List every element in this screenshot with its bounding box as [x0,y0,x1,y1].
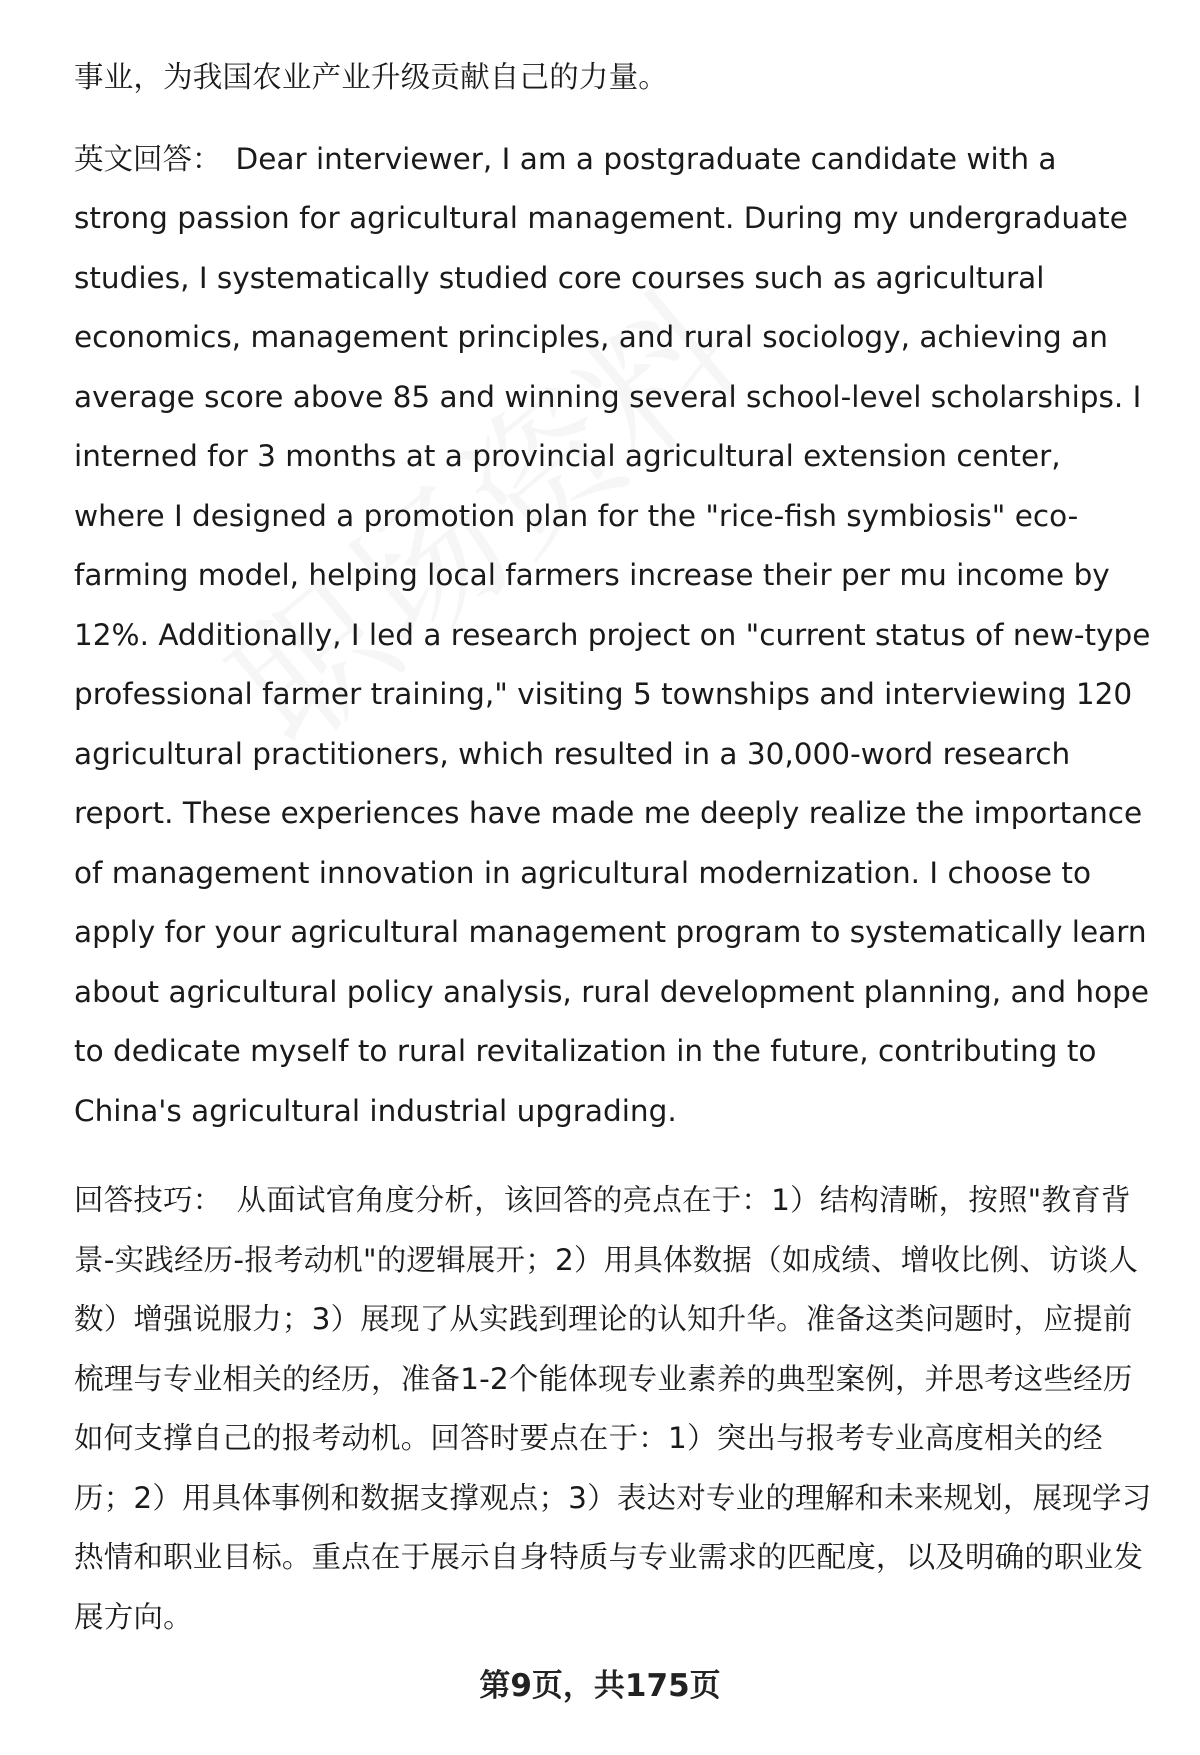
english-answer-label: 英文回答： [74,141,222,176]
top-line: 事业，为我国农业产业升级贡献自己的力量。 [74,60,669,94]
english-answer-paragraph [74,130,1154,1142]
tips-paragraph [74,1171,1154,1647]
tips-text: 从面试官角度分析，该回答的亮点在于：1）结构清晰，按照"教育背景-实践经历-报考动机"的逻辑展开；2）用具体数据（如成绩、增收比例、访谈人数）增强说服力；3）展现了从实践到理论的认知升华。准备这类问题时，应提前梳理与专业相关的经历，准备1-2个能体现专业素养的典型案例，并思考这些经历如何支撑自己的报考动机。回答时要点在于：1）突出与报考专业高度相关的经历；2）用具体事例和数据支撑观点；3）表达对专业的理解和未来规划，展现学习热情和职业目标。重点在于展示自身特质与专业需求的匹配度，以及明确的职业发展方向。 [74,1183,1152,1634]
english-answer-text: Dear interviewer, I am a postgraduate candidate with a strong passion for agricultural management. During my undergraduate studies, I systematically studied core courses such as agricultural economics, management principles, and rural sociology, achieving an average score above 85 and winning several school-level scholarships. I interned for 3 months at a provincial agricultural extension center, where I designed a promotion plan for the "rice-fish symbiosis" eco-farming model, helping local farmers increase their per mu income by 12%. Additionally, I led a research project on "current status of new-type professional farmer training," visiting 5 townships and interviewing 120 agricultural practitioners, which resulted in a 30,000-word research report. These experiences have made me deeply realize the importance of management innovation in agricultural modernization. I choose to apply for your agricultural management program to systematically learn about agricultural policy analysis, rural development planning, and hope to dedicate myself to rural revitalization in the future, contributing to China's agricultural industrial upgrading. [74,141,1151,1128]
tips-label: 回答技巧： [74,1183,223,1217]
page-number: 第9页，共175页 [479,1668,721,1704]
document-body [74,48,1154,1647]
